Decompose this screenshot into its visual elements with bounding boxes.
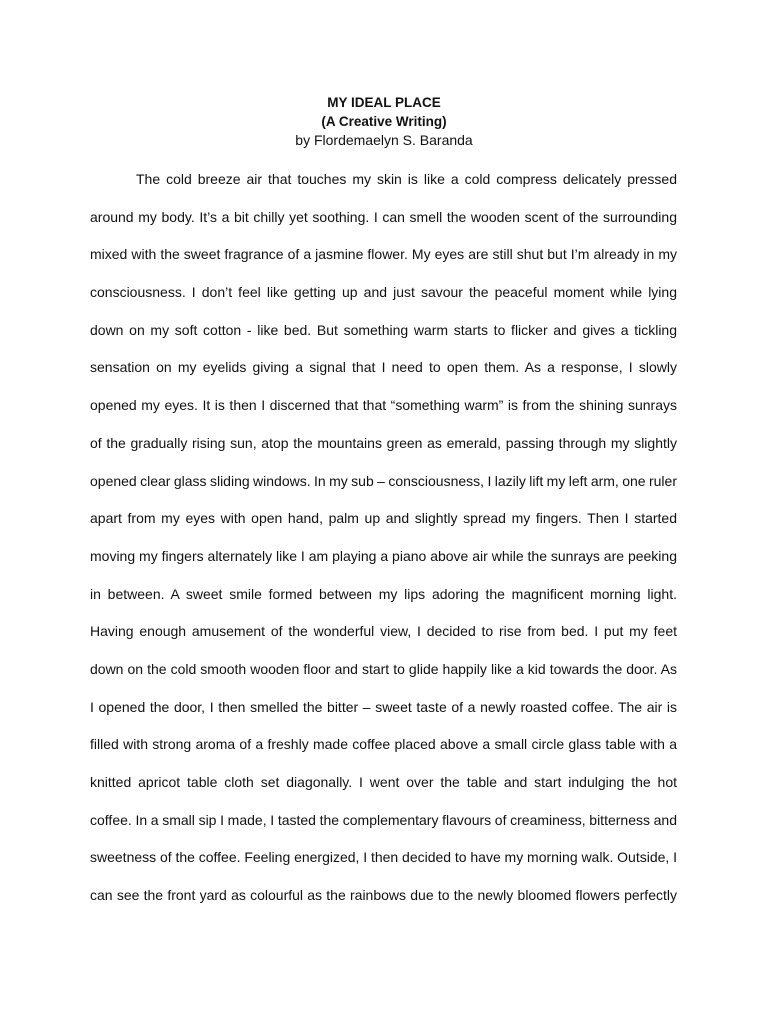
text-line: in between. A sweet smile formed between my lips adoring the magnificent morning light. xyxy=(90,585,677,602)
text-line: coffee. In a small sip I made, I tasted the complementary flavours of creaminess, bitterness and xyxy=(90,811,677,828)
text-line: filled with strong aroma of a freshly made coffee placed above a small circle glass table with a xyxy=(90,736,677,753)
text-line: knitted apricot table cloth set diagonally. I went over the table and start indulging the hot xyxy=(90,774,677,790)
document-title: MY IDEAL PLACE xyxy=(327,95,441,110)
document-header xyxy=(0,93,768,150)
text-line: apart from my eyes with open hand, palm up and slightly spread my fingers. Then I started xyxy=(90,510,677,527)
text-line: down on my soft cotton - like bed. But something warm starts to flicker and gives a tickling xyxy=(90,321,677,338)
text-line: of the gradually rising sun, atop the mountains green as emerald, passing through my slightly xyxy=(90,434,677,451)
text-line: consciousness. I don’t feel like getting up and just savour the peaceful moment while lying xyxy=(90,284,677,301)
text-line: can see the front yard as colourful as the rainbows due to the newly bloomed flowers perfectly xyxy=(90,887,677,904)
text-line: Having enough amusement of the wonderful view, I decided to rise from bed. I put my feet xyxy=(90,623,677,640)
text-line: opened clear glass sliding windows. In my sub – consciousness, I lazily lift my left arm, one ruler xyxy=(90,472,677,489)
document-author: by Flordemaelyn S. Baranda xyxy=(295,132,473,148)
text-line: down on the cold smooth wooden floor and start to glide happily like a kid towards the door. As xyxy=(90,660,677,677)
text-line: around my body. It’s a bit chilly yet soothing. I can smell the wooden scent of the surrounding xyxy=(90,208,677,225)
text-line: sweetness of the coffee. Feeling energized, I then decided to have my morning walk. Outside, I xyxy=(90,849,677,866)
text-line: sensation on my eyelids giving a signal that I need to open them. As a response, I slowly xyxy=(90,359,677,376)
text-line: moving my fingers alternately like I am playing a piano above air while the sunrays are peeking xyxy=(90,547,677,564)
text-line: I opened the door, I then smelled the bitter – sweet taste of a newly roasted coffee. The air is xyxy=(90,698,677,715)
text-line: The cold breeze air that touches my skin is like a cold compress delicately pressed xyxy=(136,171,677,187)
document-body xyxy=(90,168,677,922)
text-line: mixed with the sweet fragrance of a jasmine flower. My eyes are still shut but I’m already in my xyxy=(90,246,677,263)
document-subtitle: (A Creative Writing) xyxy=(321,114,447,129)
text-line: opened my eyes. It is then I discerned that that “something warm” is from the shining sunrays xyxy=(90,397,677,414)
